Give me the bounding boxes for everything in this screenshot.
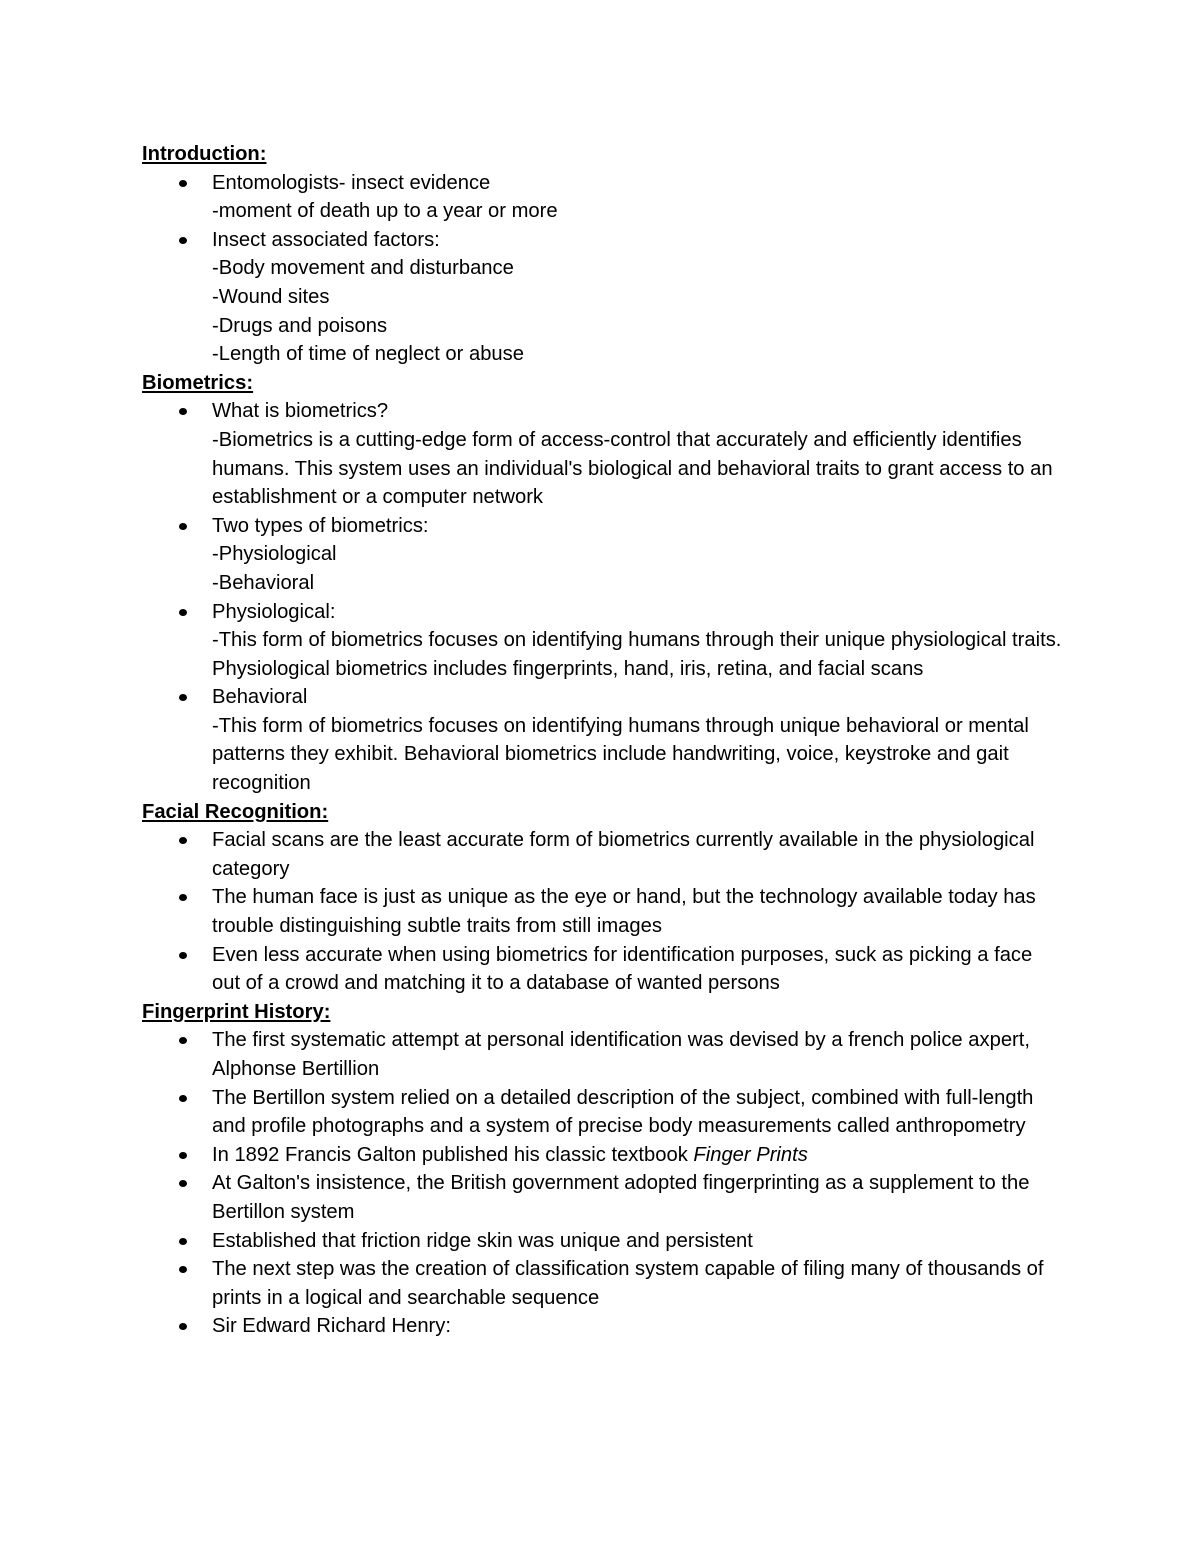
bullet-icon: [179, 1238, 187, 1245]
list-item-text: Behavioral: [212, 686, 308, 709]
bullet-icon: [179, 837, 187, 844]
section-fingerprint-history: [142, 998, 1062, 1341]
bullet-icon: [179, 1323, 187, 1330]
list-item-text: Entomologists- insect evidence: [212, 171, 491, 194]
list-item: [142, 683, 1062, 797]
list-item-text: Sir Edward Richard Henry:: [212, 1315, 451, 1338]
bullet-list-facial-recognition: [142, 826, 1062, 998]
bullet-list-introduction: [142, 169, 1062, 369]
bullet-icon: [179, 523, 187, 530]
list-item-text: In 1892 Francis Galton published his classic textbook: [212, 1143, 694, 1166]
bullet-icon: [179, 180, 187, 187]
bullet-icon: [179, 894, 187, 901]
list-item: [142, 1312, 1062, 1341]
list-item-subtext: -Behavioral: [212, 571, 315, 594]
bullet-list-fingerprint-history: [142, 1026, 1062, 1341]
bullet-icon: [179, 952, 187, 959]
bullet-icon: [179, 1152, 187, 1159]
list-item-text: Facial scans are the least accurate form of biometrics currently available in the physiological category: [212, 829, 1035, 880]
list-item: [142, 883, 1062, 940]
list-item: [142, 941, 1062, 998]
list-item: [142, 598, 1062, 684]
section-facial-recognition: [142, 798, 1062, 998]
list-item: [142, 1255, 1062, 1312]
bullet-icon: [179, 237, 187, 244]
list-item: [142, 826, 1062, 883]
section-heading-introduction: Introduction:: [142, 143, 267, 165]
list-item-subtext: -This form of biometrics focuses on identifying humans through unique behavioral or mental patterns they exhibit. Behavioral biometrics include handwriting, voice, keystroke and gait recognition: [212, 714, 1029, 795]
bullet-icon: [179, 408, 187, 415]
bullet-icon: [179, 694, 187, 701]
list-item-subtext: -Length of time of neglect or abuse: [212, 343, 524, 366]
section-heading-biometrics: Biometrics:: [142, 371, 254, 394]
list-item-text-wrapper: [212, 1141, 1062, 1170]
bullet-list-biometrics: [142, 397, 1062, 797]
list-item: [142, 169, 1062, 226]
list-item: [142, 397, 1062, 511]
bullet-icon: [179, 1037, 187, 1044]
section-introduction: [142, 140, 1062, 369]
section-heading-facial-recognition: Facial Recognition:: [142, 800, 329, 823]
list-item: [142, 1084, 1062, 1141]
list-item-text: Established that friction ridge skin was unique and persistent: [212, 1229, 753, 1252]
bullet-icon: [179, 1095, 187, 1102]
list-item: [142, 1141, 1062, 1170]
list-item-subtext: -Body movement and disturbance: [212, 257, 514, 280]
list-item-text: What is biometrics?: [212, 400, 389, 423]
bullet-icon: [179, 1180, 187, 1187]
list-item-subtext: -moment of death up to a year or more: [212, 200, 558, 223]
book-title: Finger Prints: [693, 1143, 808, 1166]
section-biometrics: [142, 369, 1062, 798]
list-item-text: The human face is just as unique as the eye or hand, but the technology available today has trouble distinguishing subtle traits from still images: [212, 886, 1036, 938]
list-item-text: Even less accurate when using biometrics for identification purposes, suck as picking a face out of a crowd and matching it to a database of wanted persons: [212, 943, 1033, 995]
bullet-icon: [179, 609, 187, 616]
list-item-text: Insect associated factors:: [212, 228, 440, 251]
list-item: [142, 226, 1062, 369]
list-item-subtext: -Wound sites: [212, 285, 330, 308]
list-item: [142, 1227, 1062, 1256]
list-item-subtext: -Biometrics is a cutting-edge form of access-control that accurately and efficiently identifies humans. This system uses an individual's biological and behavioral traits to grant access to an establishment or a computer network: [212, 428, 1053, 509]
list-item-text: The first systematic attempt at personal identification was devised by a french police axpert, Alphonse Bertillion: [212, 1029, 1030, 1080]
list-item-subtext: -Physiological: [212, 543, 337, 566]
list-item-text: Physiological:: [212, 600, 336, 623]
bullet-icon: [179, 1266, 187, 1273]
list-item-text: The Bertillon system relied on a detailed description of the subject, combined with full-length and profile photographs and a system of precise body measurements called anthropometry: [212, 1086, 1034, 1138]
list-item: [142, 1169, 1062, 1226]
list-item: [142, 1026, 1062, 1083]
list-item-text: Two types of biometrics:: [212, 514, 429, 537]
section-heading-fingerprint-history: Fingerprint History:: [142, 1000, 331, 1023]
list-item: [142, 512, 1062, 598]
list-item-subtext: -This form of biometrics focuses on identifying humans through their unique physiological traits. Physiological biometrics includes fingerprints, hand, iris, retina, and facial scans: [212, 629, 1062, 680]
list-item-subtext: -Drugs and poisons: [212, 314, 388, 337]
list-item-text: At Galton's insistence, the British government adopted fingerprinting as a supplement to the Bertillon system: [212, 1172, 1030, 1223]
list-item-text: The next step was the creation of classification system capable of filing many of thousands of prints in a logical and searchable sequence: [212, 1258, 1044, 1309]
document-body: [142, 140, 1062, 1341]
